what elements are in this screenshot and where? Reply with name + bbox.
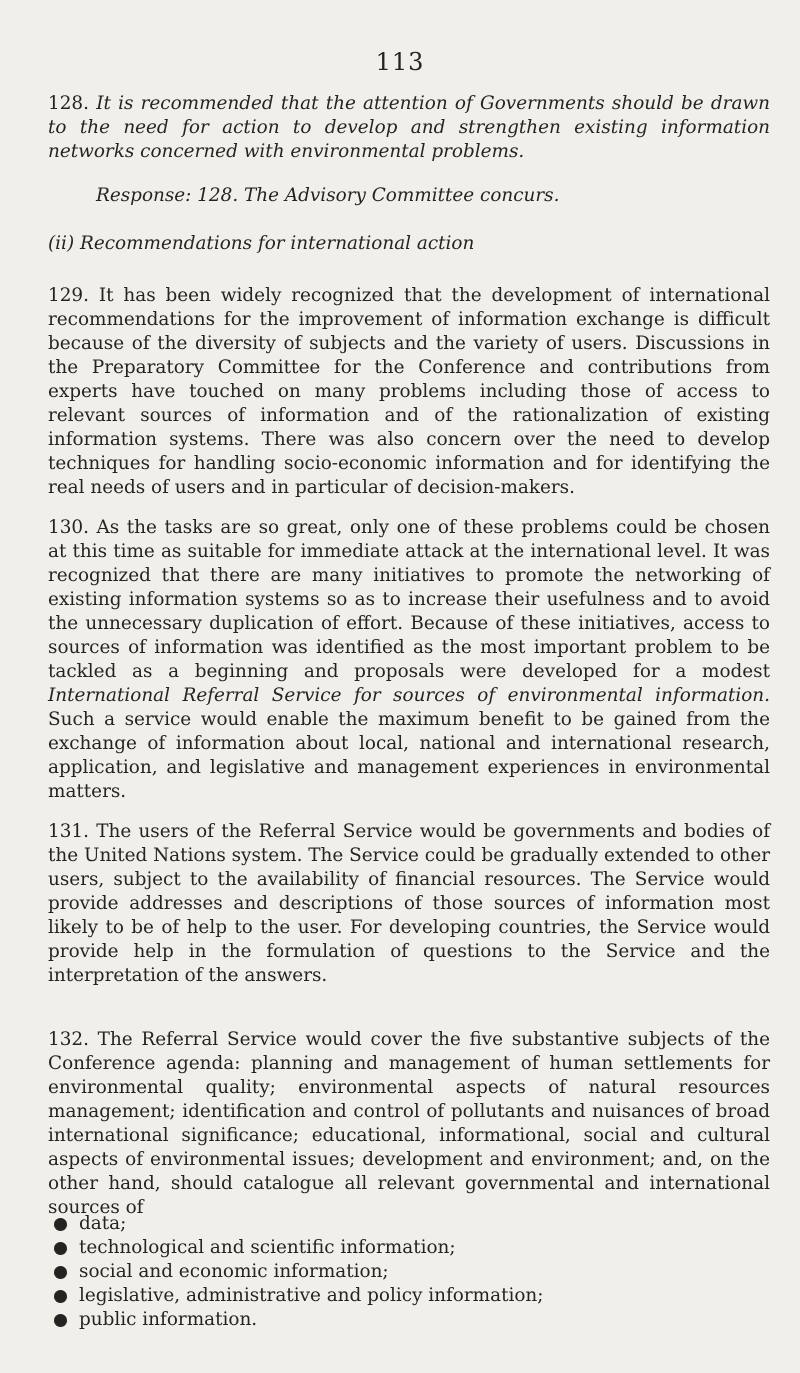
paragraph-text: Such a service would enable the maximum benefit to be gained from the exchange of information about local, national and international research, application, and legislative and management experiences in environmental matters. — [48, 709, 770, 802]
paragraph-131: 131. The users of the Referral Service would be governments and bodies of the United Nations system. The Service could be gradually extended to other users, subject to the availability of financial resources. The Service would provide addresses and descriptions of those sources of information most likely to be of help to the user. For developing countries, the Service would provide help in the formulation of questions to the Service and the interpretation of the answers. — [48, 821, 770, 986]
response-label: Response: — [96, 185, 192, 206]
section-title: Recommendations for international action — [79, 233, 475, 254]
list-item-text: technological and scientific information; — [79, 1237, 456, 1258]
paragraph-132: 132. The Referral Service would cover the five substantive subjects of the Conference agenda: planning and management of human settlements for environmental quality; environmental aspects of natural resources management; identification and control of pollutants and nuisances of broad international significance; educational, informational, social and cultural aspects of environmental issues; development and environment; and, on the other hand, should catalogue all relevant governmental and international sources of — [48, 1029, 770, 1218]
list-item-text: social and economic information; — [79, 1261, 389, 1282]
paragraph-text: It is recommended that the attention of Governments should be drawn to the need for action to develop and strengthen existing information networks concerned with environmental problems. — [48, 93, 770, 162]
response-text: 128. The Advisory Committee concurs. — [197, 185, 560, 206]
section-number: (ii) — [48, 233, 75, 254]
list-item — [48, 1284, 770, 1308]
list-item-text: public information. — [79, 1309, 258, 1330]
paragraph-129: 129. It has been widely recognized that the development of international recommendations for the improvement of information exchange is difficult because of the diversity of subjects and the variety of users. Discussions in the Preparatory Committee for the Conference and contributions from experts have touched on many problems including those of access to relevant sources of information and of the rationalization of existing information systems. There was also concern over the need to develop techniques for handling socio-economic information and for identifying the real needs of users and in particular of decision-makers. — [48, 285, 770, 498]
section-heading — [48, 232, 770, 256]
paragraph-128 — [48, 92, 770, 164]
bullet-icon — [54, 1290, 67, 1303]
bullet-icon — [54, 1314, 67, 1327]
paragraph-130 — [48, 516, 770, 804]
bullet-icon — [54, 1218, 67, 1231]
list-item — [48, 1212, 770, 1236]
bullet-list — [48, 1212, 770, 1332]
list-item-text: data; — [79, 1213, 127, 1234]
page-number: 113 — [375, 48, 425, 76]
list-item-text: legislative, administrative and policy information; — [79, 1285, 544, 1306]
paragraph-text: 130. As the tasks are so great, only one of these problems could be chosen at this time as suitable for immediate attack at the international level. It was recognized that there are many initiatives to promote the networking of existing information systems so as to increase their usefulness and to avoid the unnecessary duplication of effort. Because of these initiatives, access to sources of information was identified as the most important problem to be tackled as a beginning and proposals were developed for a modest — [48, 517, 770, 682]
response-128 — [96, 184, 770, 208]
paragraph-emphasis: International Referral Service for sources of environmental information. — [48, 685, 770, 706]
paragraph-number: 128. — [48, 93, 89, 114]
bullet-icon — [54, 1242, 67, 1255]
list-item — [48, 1236, 770, 1260]
bullet-icon — [54, 1266, 67, 1279]
list-item — [48, 1260, 770, 1284]
list-item — [48, 1308, 770, 1332]
